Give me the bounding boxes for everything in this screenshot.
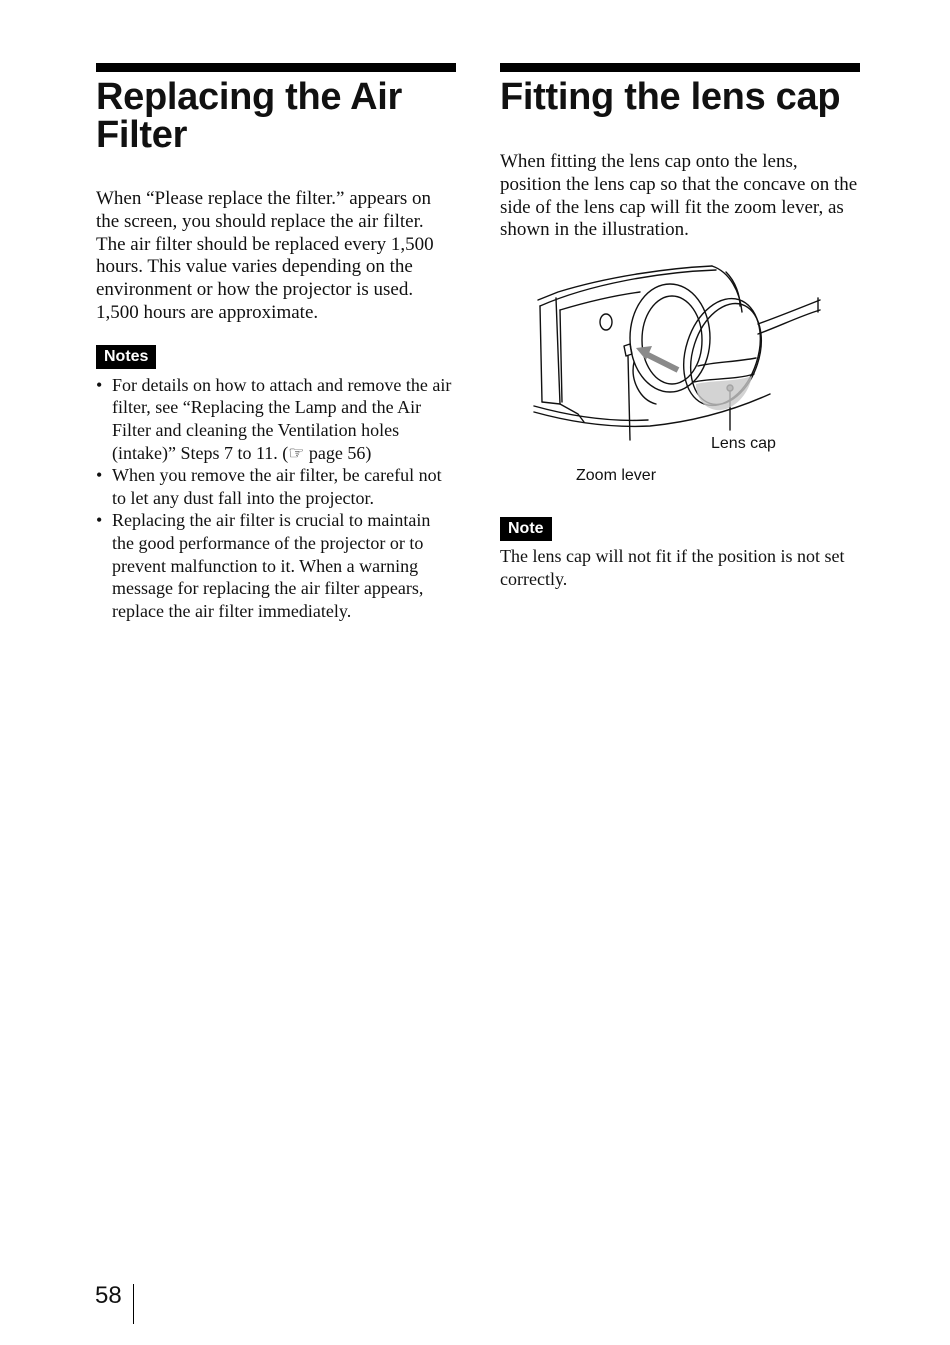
air-filter-intro: When “Please replace the filter.” appears on the screen, you should replace the air filter. The air filter should be replaced every 1,500 hours. This value varies depending on the environment or how the projector is used. 1,500 hours are approximate.	[96, 188, 434, 323]
section-title-air-filter: Replacing the Air Filter	[96, 76, 402, 156]
zoom-lever-label: Zoom lever	[576, 467, 657, 484]
left-column	[96, 63, 456, 622]
section-rule	[500, 63, 860, 72]
lens-cap-label: Lens cap	[711, 435, 776, 452]
note-text: The lens cap will not fit if the position is not set correctly.	[500, 546, 845, 589]
list-item: • Replacing the air filter is crucial to maintain the good performance of the projector or to prevent malfunction to it. When a warning message for replacing the air filter appears, replace the air filter immediately.	[96, 510, 431, 621]
section-title-lens-cap: Fitting the lens cap	[500, 76, 841, 118]
notes-list	[96, 374, 456, 623]
notes-label: Notes	[96, 345, 156, 369]
page-number: 58	[95, 1282, 122, 1309]
right-column	[500, 63, 860, 242]
list-item: • When you remove the air filter, be careful not to let any dust fall into the projector.	[96, 465, 442, 508]
note-label: Note	[500, 517, 552, 541]
list-item: • For details on how to attach and remove the air filter, see “Replacing the Lamp and the Air Filter and cleaning the Ventilation holes (intake)” Steps 7 to 11. (☞ page 56)	[96, 374, 452, 463]
lens-cap-note	[500, 517, 860, 590]
projector-lens-cap-drawing	[530, 262, 830, 492]
lens-cap-illustration	[530, 262, 830, 492]
lens-cap-intro: When fitting the lens cap onto the lens, position the lens cap so that the concave on the side of the lens cap will fit the zoom lever, as shown in the illustration.	[500, 151, 858, 241]
section-rule	[96, 63, 456, 72]
page-number-divider	[133, 1284, 134, 1324]
